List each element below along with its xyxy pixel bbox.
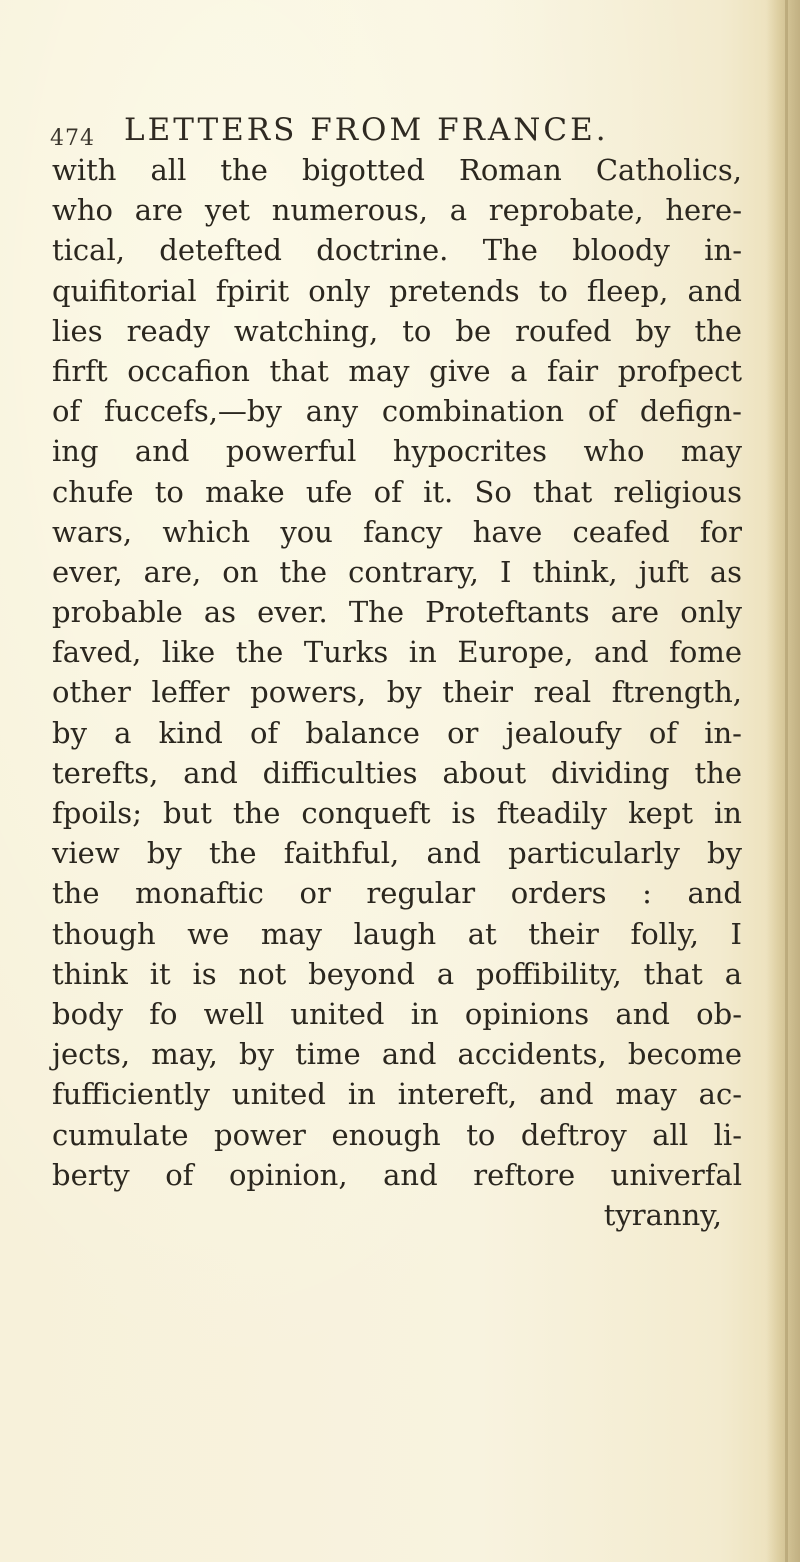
body-text <box>52 150 742 1235</box>
text-line: other leffer powers, by their real ftrength, <box>52 675 742 710</box>
text-line: think it is not beyond a poffibility, that a <box>52 956 742 991</box>
page-header <box>50 112 730 152</box>
text-line: of fuccefs,—by any combination of defign- <box>52 394 742 429</box>
text-line: ever, are, on the contrary, I think, juft as <box>52 554 742 589</box>
text-line: body fo well united in opinions and ob- <box>52 996 742 1031</box>
text-line: though we may laugh at their folly, I <box>52 916 742 951</box>
page-edge-line <box>785 0 788 1562</box>
text-line: faved, like the Turks in Europe, and fome <box>52 635 742 670</box>
text-line: quifitorial fpirit only pretends to fleep, and <box>52 273 742 308</box>
text-line: the monaftic or regular orders : and <box>52 876 742 911</box>
catchword: tyranny, <box>603 1197 722 1232</box>
text-line: wars, which you fancy have ceafed for <box>52 514 742 549</box>
text-line: chufe to make ufe of it. So that religious <box>52 474 742 509</box>
running-head: LETTERS FROM FRANCE. <box>124 112 609 148</box>
text-line: view by the faithful, and particularly by <box>52 836 742 871</box>
text-line: by a kind of balance or jealoufy of in- <box>52 715 742 750</box>
text-line: jects, may, by time and accidents, become <box>52 1037 742 1072</box>
text-line: tical, detefted doctrine. The bloody in- <box>52 233 742 268</box>
text-line: who are yet numerous, a reprobate, here- <box>52 193 742 228</box>
text-line: cumulate power enough to deftroy all li- <box>52 1117 742 1152</box>
page-gutter-shadow <box>766 0 800 1562</box>
text-line: firft occafion that may give a fair profpect <box>52 353 742 388</box>
page-number: 474 <box>50 126 95 151</box>
text-line: berty of opinion, and reftore univerfal <box>52 1157 742 1192</box>
text-line: with all the bigotted Roman Catholics, <box>52 153 742 187</box>
text-line: lies ready watching, to be roufed by the <box>52 313 742 348</box>
text-line: fufficiently united in intereft, and may ac- <box>52 1077 742 1112</box>
text-line: ing and powerful hypocrites who may <box>52 434 742 469</box>
text-line: probable as ever. The Proteftants are only <box>52 595 742 630</box>
text-line: terefts, and difficulties about dividing the <box>52 755 742 790</box>
text-line: fpoils; but the conqueft is fteadily kept in <box>52 796 742 830</box>
